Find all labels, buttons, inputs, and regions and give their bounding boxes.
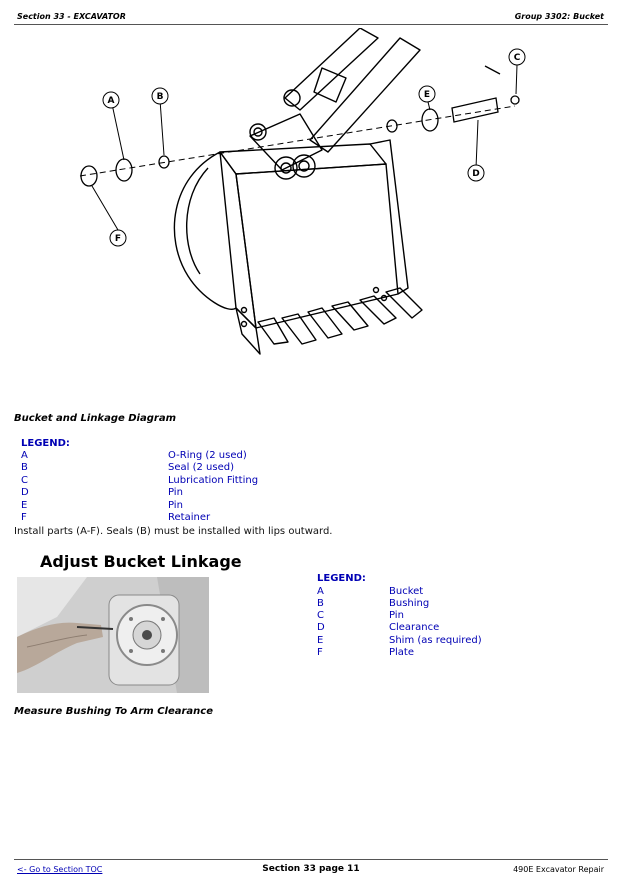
legend2-item: A Bucket	[317, 586, 424, 597]
callout-f: F	[114, 234, 122, 244]
page-number: Section 33 page 11	[262, 864, 360, 874]
header-rule	[14, 24, 608, 25]
legend2-title: LEGEND:	[317, 573, 366, 584]
legend-item: D Pin	[21, 487, 183, 498]
callout-c: C	[513, 53, 521, 63]
legend-item: C Lubrication Fitting	[21, 475, 259, 486]
bushing-clearance-photo	[17, 577, 209, 693]
footer-rule	[14, 859, 608, 860]
diagram-caption: Bucket and Linkage Diagram	[14, 413, 176, 424]
install-note: Install parts (A-F). Seals (B) must be installed with lips outward.	[14, 526, 333, 537]
legend-item: B Seal (2 used)	[21, 462, 234, 473]
legend-item: F Retainer	[21, 512, 211, 523]
bucket-linkage-diagram	[60, 28, 540, 380]
legend2-item: E Shim (as required)	[317, 635, 482, 646]
callout-e: E	[423, 90, 431, 100]
legend-title: LEGEND:	[21, 438, 70, 449]
callout-d: D	[472, 169, 480, 179]
legend-item: A O-Ring (2 used)	[21, 450, 247, 461]
legend2-item: C Pin	[317, 610, 404, 621]
photo-caption: Measure Bushing To Arm Clearance	[14, 706, 214, 717]
legend2-item: B Bushing	[317, 598, 430, 609]
header-section-title: Section 33 - EXCAVATOR	[17, 12, 126, 21]
header-group-title: Group 3302: Bucket	[514, 12, 604, 21]
callout-b: B	[156, 92, 164, 102]
legend2-item: F Plate	[317, 647, 415, 658]
callout-a: A	[107, 96, 115, 106]
section-toc-link[interactable]: <- Go to Section TOC	[17, 865, 103, 874]
legend-item: E Pin	[21, 500, 183, 511]
manual-title: 490E Excavator Repair	[513, 865, 604, 874]
legend2-item: D Clearance	[317, 622, 440, 633]
section-heading: Adjust Bucket Linkage	[40, 552, 242, 571]
